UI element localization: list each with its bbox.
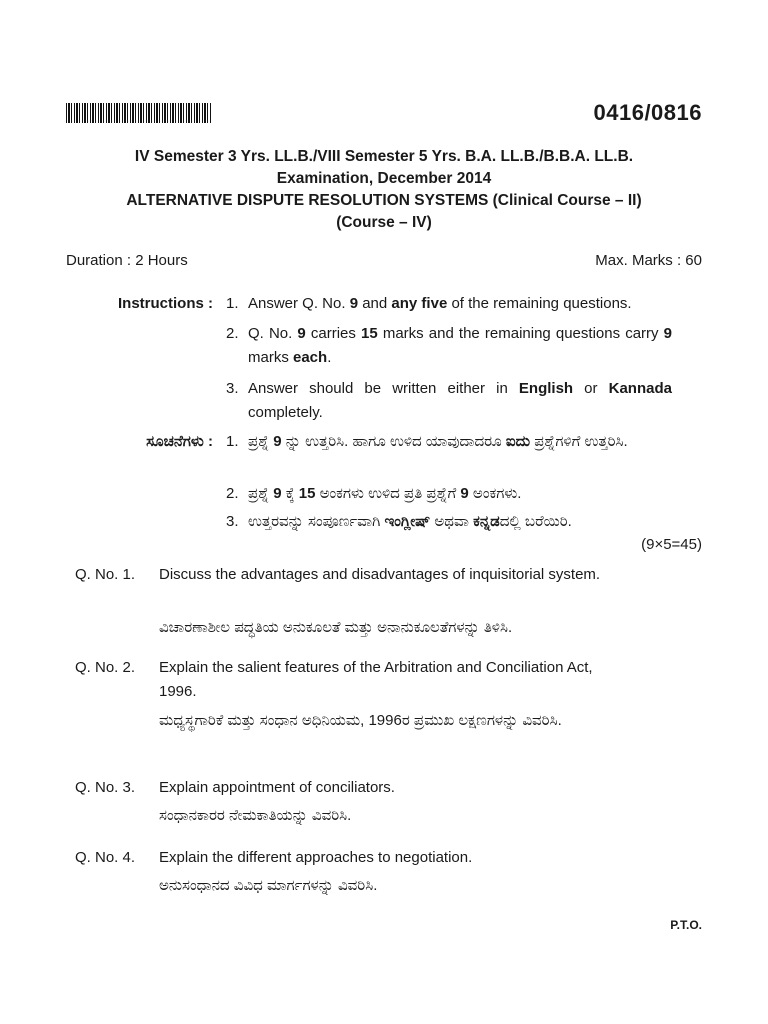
instruction-item: Answer Q. No. 9 and any five of the remaining questions. [248, 295, 632, 312]
exam-header-line-3: ALTERNATIVE DISPUTE RESOLUTION SYSTEMS (Clinical Course – II) [126, 192, 642, 209]
max-marks: Max. Marks : 60 [595, 252, 702, 269]
instruction-number: 3. [226, 380, 239, 397]
question-kannada-text: ಅನುಸಂಧಾನದ ವಿವಿಧ ಮಾರ್ಗಗಳನ್ನು ವಿವರಿಸಿ. [159, 877, 378, 894]
instruction-item: ಪ್ರಶ್ನೆ 9 ನ್ನು ಉತ್ತರಿಸಿ. ಹಾಗೂ ಉಳಿದ ಯಾವುದಾದರೂ ಐದು ಪ್ರಶ್ನೆಗಳಿಗೆ ಉತ್ತರಿಸಿ. [248, 433, 628, 450]
instruction-item: Answer should be written either in English or Kannada completely. [248, 380, 672, 421]
exam-header [40, 146, 728, 234]
instruction-item: ಪ್ರಶ್ನೆ 9 ಕ್ಕೆ 15 ಅಂಕಗಳು ಉಳಿದ ಪ್ರತಿ ಪ್ರಶ್ನೆಗೆ 9 ಅಂಕಗಳು. [248, 485, 522, 502]
question-text: Explain the different approaches to negotiation. [159, 849, 473, 866]
question-number: Q. No. 1. [75, 566, 136, 583]
meta-row [66, 252, 702, 269]
kannada-instructions-label: ಸೂಚನೆಗಳು : [146, 433, 213, 450]
instruction-item: Q. No. 9 carries 15 marks and the remaining questions carry 9 marks each. [248, 325, 673, 366]
instruction-number: 2. [226, 325, 239, 342]
instruction-number: 2. [226, 485, 239, 502]
exam-header-line-4: (Course – IV) [336, 214, 432, 231]
question-kannada-text: ಮಧ್ಯಸ್ಥಗಾರಿಕೆ ಮತ್ತು ಸಂಧಾನ ಅಧಿನಿಯಮ, 1996ರ ಪ್ರಮುಖ ಲಕ್ಷಣಗಳನ್ನು ವಿವರಿಸಿ. [159, 712, 562, 729]
instruction-number: 1. [226, 295, 239, 312]
barcode [66, 103, 212, 123]
instructions-label: Instructions : [117, 295, 213, 312]
exam-header-line-1: IV Semester 3 Yrs. LL.B./VIII Semester 5 Yrs. B.A. LL.B./B.B.A. LL.B. [134, 148, 634, 165]
question-number: Q. No. 3. [75, 779, 136, 796]
instruction-number: 3. [226, 513, 239, 530]
question-kannada-text: ಸಂಧಾನಕಾರರ ನೇಮಕಾತಿಯನ್ನು ವಿವರಿಸಿ. [159, 807, 352, 824]
question-text: Discuss the advantages and disadvantages of inquisitorial system. [159, 566, 601, 583]
question-text: Explain the salient features of the Arbitration and Conciliation Act, 1996. [159, 659, 593, 700]
instruction-number: 1. [226, 433, 239, 450]
question-number: Q. No. 4. [75, 849, 136, 866]
question-kannada-text: ವಿಚಾರಣಾಶೀಲ ಪದ್ಧತಿಯ ಅನುಕೂಲತೆ ಮತ್ತು ಅನಾನುಕೂಲತೆಗಳನ್ನು ತಿಳಿಸಿ. [159, 619, 513, 636]
pto-label: P.T.O. [670, 918, 702, 932]
duration: Duration : 2 Hours [66, 252, 188, 269]
instruction-item: ಉತ್ತರವನ್ನು ಸಂಪೂರ್ಣವಾಗಿ ಇಂಗ್ಲೀಷ್ ಅಥವಾ ಕನ್ನಡದಲ್ಲಿ ಬರೆಯಿರಿ. [248, 513, 572, 530]
question-text: Explain appointment of conciliators. [159, 779, 395, 796]
question-number: Q. No. 2. [75, 659, 136, 676]
marks-note: (9×5=45) [641, 536, 702, 553]
paper-code: 0416/0816 [593, 100, 702, 125]
exam-header-line-2: Examination, December 2014 [276, 170, 492, 187]
